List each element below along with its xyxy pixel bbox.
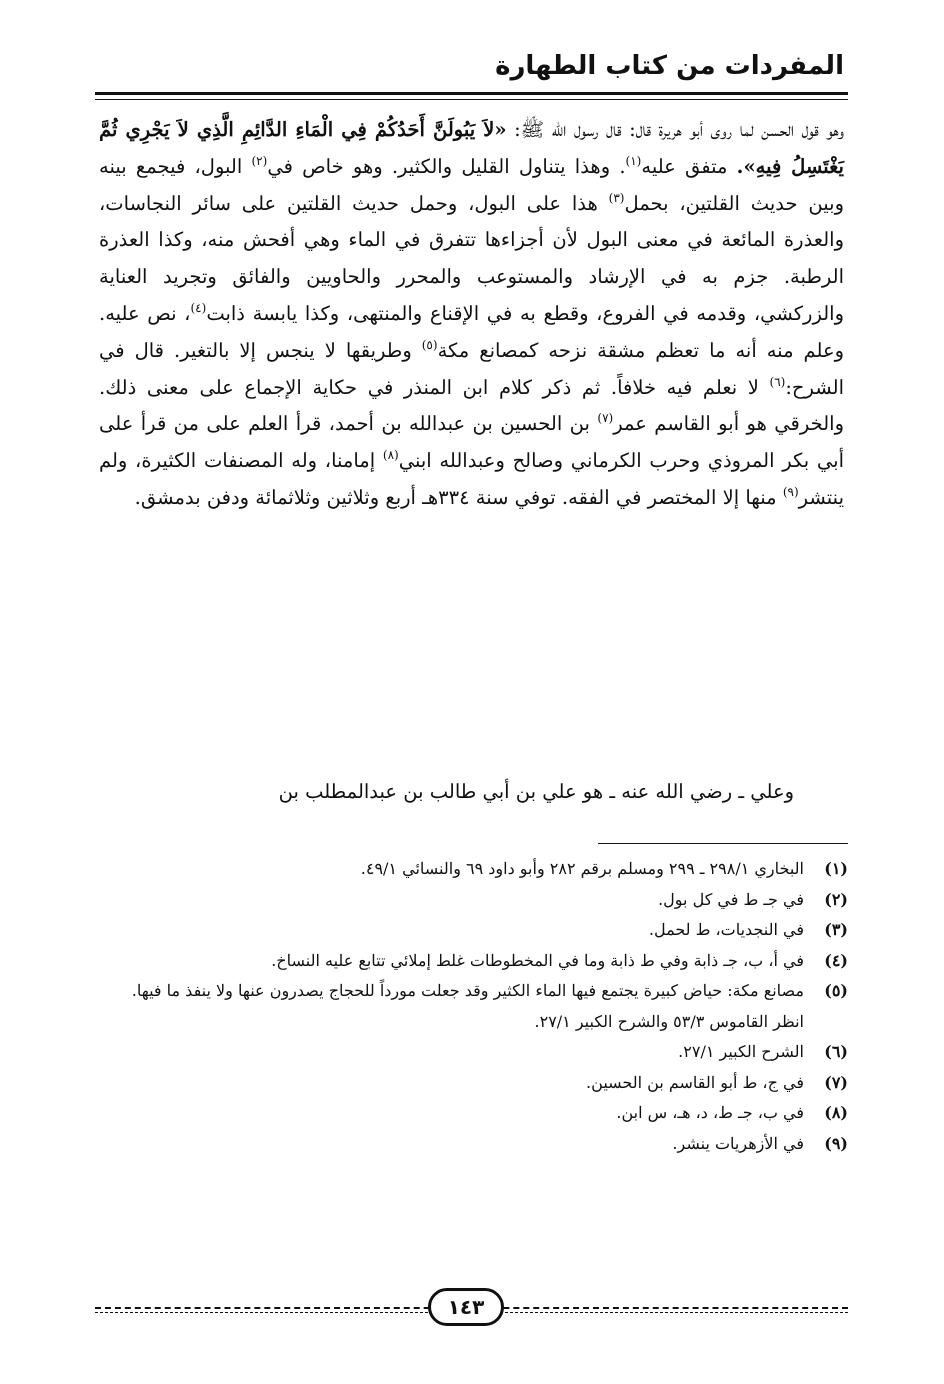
footnote-text bbox=[96, 1037, 804, 1068]
footnote-text bbox=[96, 885, 804, 916]
footnote-line: في الأزهريات ينشر. bbox=[672, 1133, 804, 1153]
footnote-marker[interactable]: (٤) bbox=[190, 300, 207, 315]
footnote-marker[interactable]: (٦) bbox=[769, 374, 786, 389]
footnote-number: (٨) bbox=[824, 1103, 848, 1122]
footnotes-list bbox=[96, 854, 848, 1159]
footnote-text bbox=[96, 1129, 804, 1160]
footnote-line: في جـ ط في كل بول. bbox=[658, 889, 804, 909]
footnote-item bbox=[96, 976, 848, 1037]
footnote-marker[interactable]: (٨) bbox=[382, 448, 399, 463]
footnote-number: (٣) bbox=[824, 920, 848, 939]
footnote-number: (٥) bbox=[824, 981, 848, 1000]
footnote-separator bbox=[598, 843, 848, 844]
footnote-item bbox=[96, 885, 848, 916]
footnote-number: (٦) bbox=[824, 1042, 848, 1061]
footnote-line: الشرح الكبير ٢٧/١. bbox=[678, 1042, 804, 1061]
footnote-reference: انظر القاموس ٥٣/٣ والشرح الكبير ٢٧/١. bbox=[534, 1011, 804, 1031]
footnote-marker[interactable]: (١) bbox=[625, 153, 642, 168]
footnote-line: في ج، ط أبو القاسم بن الحسين. bbox=[586, 1072, 804, 1092]
paragraph-one bbox=[99, 112, 844, 517]
footnote-line: في أ، ب، جـ ذابة وفي ط ذابة وما في المخطوطات غلط إملائي تتابع عليه النساخ. bbox=[271, 950, 804, 970]
text-run: وطريقها لا ينجس إلا بالتغير. قال في الشرح: bbox=[99, 338, 844, 399]
footnote-number: (٢) bbox=[824, 889, 848, 909]
text-run: منها إلا المختصر في الفقه. توفي سنة ٣٣٤هـ أربع وثلاثين وثلاثمائة ودفن بدمشق. bbox=[134, 485, 783, 509]
main-text bbox=[99, 112, 844, 517]
footnote-item bbox=[96, 1098, 848, 1129]
footnote-line: البخاري ٢٩٨/١ ـ ٢٩٩ ومسلم برقم ٢٨٢ وأبو داود ٦٩ والنسائي ٤٩/١. bbox=[360, 859, 804, 878]
footnote-text bbox=[96, 854, 804, 885]
footnote-number: (٩) bbox=[824, 1133, 848, 1153]
footnote-line: في ب، جـ ط، د، هـ، س ابن. bbox=[616, 1103, 804, 1122]
footnote-marker[interactable]: (٧) bbox=[597, 411, 614, 426]
text-run: . وهذا يتناول القليل والكثير. وهو خاص في bbox=[267, 154, 626, 178]
hadith-quote: «لاَ يَبُولَنَّ أَحَدُكُمْ فِي الْمَاءِ الدَّائِمِ الَّذِي لاَ يَجْرِي ثُمَّ يَغْتَسِلُ فِيهِ». bbox=[99, 118, 844, 178]
page-footer bbox=[95, 1288, 848, 1328]
footnote-item bbox=[96, 1037, 848, 1068]
text-run: البول، فيجمع بينه وبين حديث القلتين، بحمل bbox=[99, 154, 844, 215]
header-rule-thin bbox=[95, 99, 848, 100]
text-run: بن الحسين بن عبدالله بن أحمد، قرأ العلم على من قرأ على أبي بكر المروذي وحرب الكرماني وصالح وعبدالله ابني bbox=[99, 412, 844, 473]
footnote-number: (١) bbox=[824, 859, 848, 878]
header-rule-thick bbox=[95, 92, 848, 95]
footnote-item bbox=[96, 1129, 848, 1160]
text-run: إمامنا، وله المصنفات الكثيرة، ولم ينتشر bbox=[99, 449, 844, 509]
text-run: متفق عليه bbox=[641, 154, 737, 178]
text-run: ، نص عليه. وعلم منه أنه ما تعظم مشقة نزحه كمصانع مكة bbox=[99, 301, 844, 362]
text-run: وهو قول الحسن لما روى أبو هريرة قال: قال رسول الله ﷺ: bbox=[506, 118, 844, 141]
footnote-text bbox=[96, 976, 804, 1037]
footnote-marker[interactable]: (٩) bbox=[782, 484, 799, 499]
footnote-marker[interactable]: (٣) bbox=[608, 190, 625, 205]
footnote-number: (٧) bbox=[824, 1072, 848, 1092]
paragraph-two: وعلي ـ رضي الله عنه ـ هو علي بن أبي طالب بن عبدالمطلب بن bbox=[278, 780, 794, 803]
footnote-text bbox=[96, 915, 804, 946]
footnote-number: (٤) bbox=[824, 950, 848, 970]
footnote-line: في النجديات، ط لحمل. bbox=[648, 920, 804, 939]
footnote-text bbox=[96, 1098, 804, 1129]
footnote-line: مصانع مكة: حياض كبيرة يجتمع فيها الماء الكثير وقد جعلت مورداً للحجاج يصدرون عنها ولا ينفذ ما فيها. bbox=[131, 981, 804, 1000]
footnote-item bbox=[96, 1068, 848, 1099]
footnote-item bbox=[96, 854, 848, 885]
text-run: لا نعلم فيه خلافاً. ثم ذكر كلام ابن المنذر في حكاية الإجماع على معنى ذلك. والخرقي هو أبو القاسم عمر bbox=[99, 375, 844, 436]
footnote-marker[interactable]: (٥) bbox=[421, 337, 438, 352]
footnote-marker[interactable]: (٢) bbox=[251, 153, 268, 168]
footnote-item bbox=[96, 946, 848, 977]
text-run: هذا على البول، وحمل حديث القلتين على سائر النجاسات، والعذرة المائعة في معنى البول لأن أجزاءها تتفرق في الماء وهي أفحش منه، وكذا العذرة الرطبة. جزم به في الإرشاد والمستوعب والمحرر والحاويين والفائق وتجريد العناية والزركشي، وقدمه في الفروع، وقطع به في الإقناع والمنتهى، وكذا يابسة ذابت bbox=[99, 191, 844, 325]
running-title: المفردات من كتاب الطهارة bbox=[495, 51, 844, 81]
footnote-text bbox=[96, 946, 804, 977]
page-number: ١٤٣ bbox=[428, 1288, 504, 1326]
footnote-item bbox=[96, 915, 848, 946]
footnote-text bbox=[96, 1068, 804, 1099]
